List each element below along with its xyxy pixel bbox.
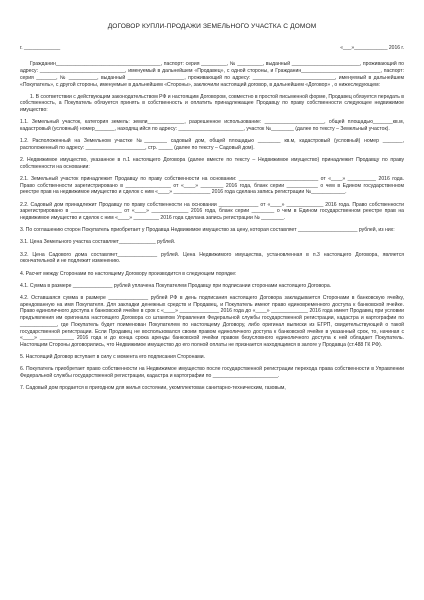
paragraph-4-2: 4.2. Оставшаяся сумма в размере ______________ рублей РФ в день подписания настоящего Договора закладывается Сторонами в банковскую ячейку, арендованную на имя Покупателя. Для закладки денежных средств и Продавец, и Покупатель имеют право единовременного доступа к банковской ячейке. Право единоличного доступа к банковской ячейке в срок с «____» ______________ 2016 года до «____» _____________ 2016 года имеет Продавец при условии предъявления им оригинала настоящего Договора со штампом Управления Федеральной службы государственной регистрации, кадастра и картографии по _____________, где Покупатель будет поименован Покупателем по настоящему Договору, либо оригинал выписки из ЕГРП, свидетельствующей о такой государственной регистрации. Если Продавец не воспользовался своим правом единоличного доступа к банковской ячейке в указанный срок, то, начиная с «____» ____________ 2016 года и до конца срока аренды банковской ячейки правом безусловного единоличного доступа к ней обладает Покупатель. Настоящим Стороны договорились, что Недвижимое имущество до его полной оплаты не признается находящимся в залоге у Продавца (ст.488 ГК РФ). <box>20 294 406 348</box>
paragraph-3-2: 3.2. Цена Садового дома составляет______________ рублей. Цена Недвижимого имущества, установленная в п.3 настоящего Договора, является окончательной и не подлежит изменению. <box>20 251 406 265</box>
paragraph-4-1: 4.1. Сумма в размере ______________ рублей уплачена Покупателем Продавцу при подписании сторонами настоящего Договора. <box>20 282 332 289</box>
paragraph-2-2: 2.2. Садовый дом принадлежит Продавцу по праву собственности на основании ______________ от «____» _____________ 2016 года. Право собственности зарегистрировано в __________________ от «____» _____________ 2016 года, бланк серии ________ о чем в Едином государственном реестре прав на недвижимое имущество и сделок с ним «____» _________ 2016 года сделана запись регистрации № ________. <box>20 201 406 222</box>
place-field: г. _____________ <box>20 44 61 51</box>
paragraph-6: 6. Покупатель приобретает право собственности на Недвижимое имущество после государственной регистрации перехода права собственности в Управлении Федеральной службы государственной регистрации, кадастра и картографии по _______________________. <box>20 366 406 380</box>
paragraph-2-1: 2.1. Земельный участок принадлежит Продавцу по праву собственности на основании: ____________________________ от «____» __________ 2016 года. Право собственности зарегистрировано в ________________ от «____» ________ 2016 года, бланк серии ___________ о чем в Едином государственном реестре прав на недвижимое имущество и сделок с ним «____» _____________ 2016 года сделана запись регистрации №____________. <box>20 176 406 196</box>
place-date-line <box>20 45 404 52</box>
paragraph-4: 4. Расчет между Сторонами по настоящему Договору производится в следующем порядке: <box>20 270 237 277</box>
paragraph-2: 2. Недвижимое имущество, указанное в п.1 настоящего Договора (далее вместе по тексту – Недвижимое имущество) принадлежит Продавцу по праву собственности на основании: <box>20 157 406 170</box>
page-title: ДОГОВОР КУПЛИ-ПРОДАЖИ ЗЕМЕЛЬНОГО УЧАСТКА С ДОМОМ <box>107 23 317 30</box>
paragraph-3-1: 3.1. Цена Земельного участка составляет_____________ рублей. <box>20 239 176 246</box>
paragraph-1: 1. В соответствии с действующим законодательством РФ и настоящим Договором, совместно в простой письменной форме, Продавец обязуется передать в собственность, а Покупатель обязуется принять в собственность и оплатить принадлежащее Продавцу по праву собственности следующее недвижимое имущество: <box>20 93 406 114</box>
paragraph-5: 5. Настоящий Договор вступает в силу с момента его подписания Сторонами. <box>20 354 206 361</box>
date-field: «___»____________ 2016 г. <box>340 44 404 51</box>
paragraph-1-2: 1.2. Расположенный на Земельном участке №________ садовый дом, общей площадью ________ кв.м, кадастровый (условный) номер _______, расположенный по адресу: _____________________, стр. _____ (далее по тексту – Садовый дом). <box>20 138 406 151</box>
paragraph-7: 7. Садовый дом продается в пригодном для жилья состоянии, укомплектован санитарно-техническим, газовым, <box>20 385 286 392</box>
paragraph-parties: Гражданин_____________________________________, паспорт: серия _________, № _________, выданный ________________________, проживающий по адресу: ______________________________, именуемый в дальнейшем «Продавец», с одной стороны, и Гражданин____________________________, паспорт: серия _______, № __________, выданный ____________________, проживающий по адресу: _____________________________, именуемый в дальнейшем «Покупатель», с другой стороны, именуемые в дальнейшем «Стороны», заключили настоящий договор, в дальнейшем «Договор» , о нижеследующем: <box>20 61 406 88</box>
paragraph-1-1: 1.1. Земельный участок, категория земель: земли_____________, разрешенное использование: _____________________, общей площадью_______кв.м, кадастровый (условный) номер_______, находящ ийся по адресу: _______________________, участок №________ (далее по тексту – Земельный участок). <box>20 119 406 133</box>
paragraph-3: 3. По соглашению сторон Покупатель приобретает у Продавца Недвижимое имущество за цену, которая составляет _____________________ рублей, из них: <box>20 227 395 234</box>
